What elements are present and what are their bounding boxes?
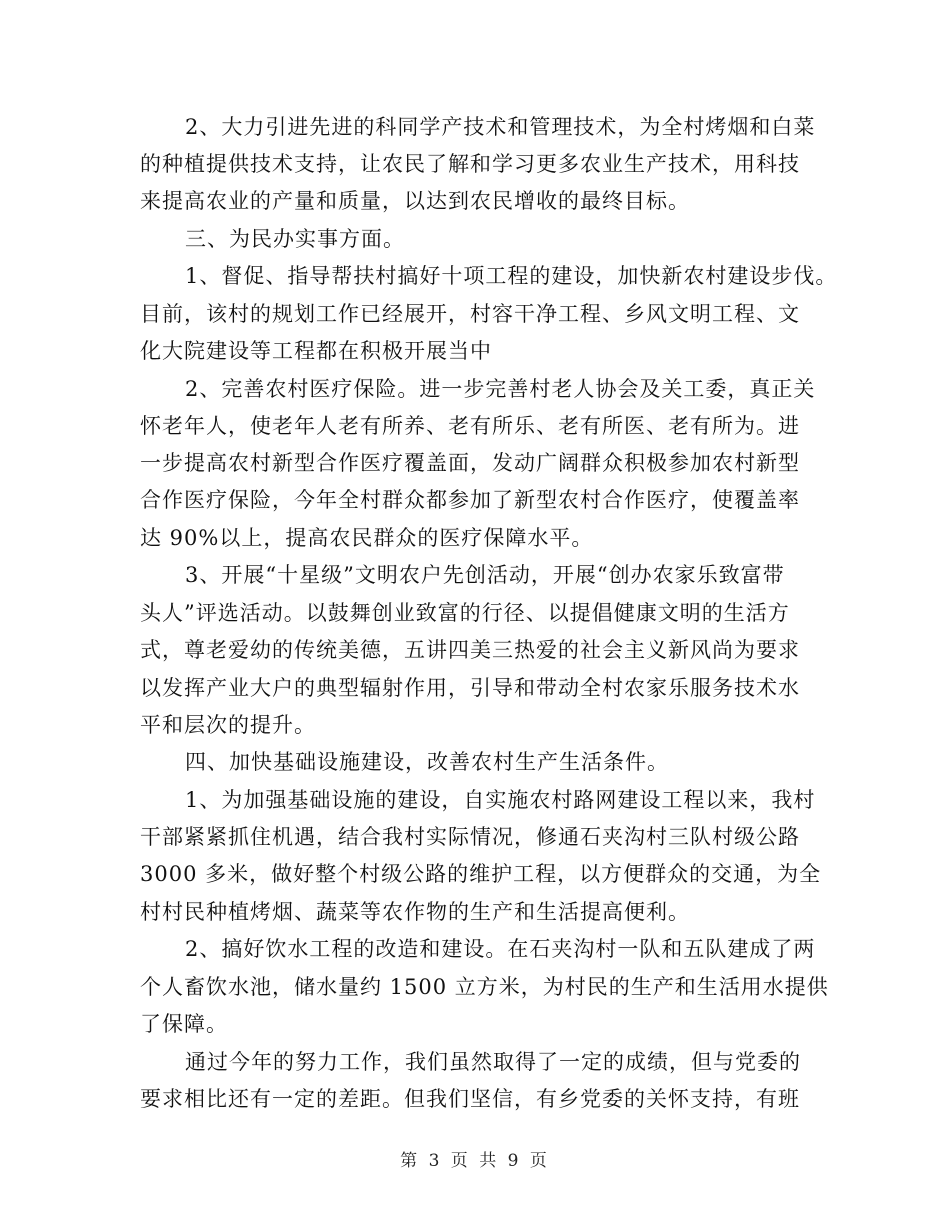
paragraph-line: 要求相比还有一定的差距。但我们坚信，有乡党委的关怀支持，有班 [140,1087,800,1111]
paragraph-line: 2、完善农村医疗保险。进一步完善村老人协会及关工委，真正关 [185,377,816,401]
paragraph-line: 村村民种植烤烟、蔬菜等农作物的生产和生活提高便利。 [140,900,690,924]
section-heading: 四、加快基础设施建设，改善农村生产生活条件。 [185,750,669,774]
paragraph-line: 怀老年人，使老年人老有所养、老有所乐、老有所医、老有所为。进 [140,414,800,438]
paragraph-line: 以发挥产业大户的典型辐射作用，引导和带动全村农家乐服务技术水 [140,676,800,700]
paragraph-line: 化大院建设等工程都在积极开展当中 [140,339,492,363]
paragraph-line: 1、督促、指导帮扶村搞好十项工程的建设，加快新农村建设步伐。 [185,264,838,288]
section-heading: 三、为民办实事方面。 [185,227,405,251]
paragraph-line: 干部紧紧抓住机遇，结合我村实际情况，修通石夹沟村三队村级公路 [140,825,800,849]
paragraph-line: 合作医疗保险，今年全村群众都参加了新型农村合作医疗，使覆盖率 [140,488,800,512]
paragraph-line: 2、大力引进先进的科同学产技术和管理技术，为全村烤烟和白菜 [185,115,816,139]
paragraph-line: 3000 多米，做好整个村级公路的维护工程，以方便群众的交通，为全 [140,862,822,886]
paragraph-line: 一步提高农村新型合作医疗覆盖面，发动广阔群众积极参加农村新型 [140,451,800,475]
paragraph-line: 了保障。 [140,1012,228,1036]
paragraph-line: 的种植提供技术支持，让农民了解和学习更多农业生产技术，用科技 [140,152,800,176]
paragraph-line: 目前，该村的规划工作已经展开，村容干净工程、乡风文明工程、文 [140,302,800,326]
paragraph-line: 式，尊老爱幼的传统美德，五讲四美三热爱的社会主义新风尚为要求 [140,638,800,662]
paragraph-line: 3、开展“十星级”文明农户先创活动，开展“创办农家乐致富带 [185,563,785,587]
paragraph-line: 1、为加强基础设施的建设，自实施农村路网建设工程以来，我村 [185,788,816,812]
paragraph-line: 达 90%以上，提高农民群众的医疗保障水平。 [140,526,594,550]
paragraph-line: 来提高农业的产量和质量，以达到农民增收的最终目标。 [140,189,690,213]
paragraph-line: 个人畜饮水池，储水量约 1500 立方米，为村民的生产和生活用水提供 [140,975,829,999]
page-number-footer: 第 3 页 共 9 页 [400,1151,550,1171]
paragraph-line: 头人”评选活动。以鼓舞创业致富的行径、以提倡健康文明的生活方 [140,601,790,625]
paragraph-line: 通过今年的努力工作，我们虽然取得了一定的成绩，但与党委的 [185,1050,801,1074]
paragraph-line: 平和层次的提升。 [140,713,316,737]
paragraph-line: 2、搞好饮水工程的改造和建设。在石夹沟村一队和五队建成了两 [185,937,816,961]
